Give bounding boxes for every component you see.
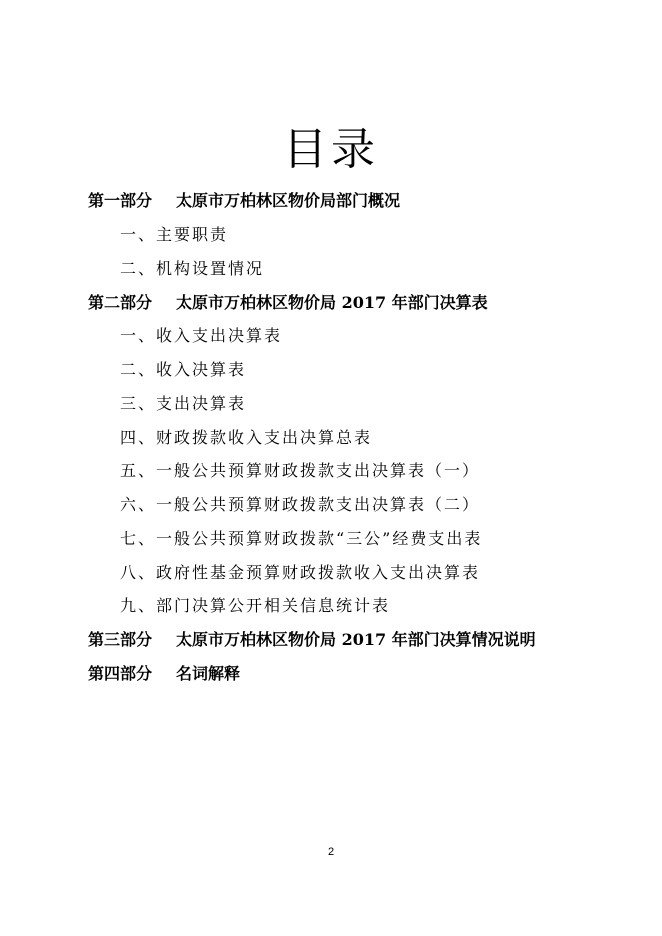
part-2-label: 第二部分 xyxy=(88,293,153,312)
part-3-heading xyxy=(88,627,536,653)
part-1-heading xyxy=(88,188,400,214)
toc-item: 二、收入决算表 xyxy=(120,360,247,379)
toc-item: 三、支出决算表 xyxy=(120,394,247,413)
toc-item: 九、部门决算公开相关信息统计表 xyxy=(120,596,391,615)
page-number: 2 xyxy=(327,846,335,858)
part-4-label: 第四部分 xyxy=(88,664,153,683)
part-1-title: 太原市万柏林区物价局部门概况 xyxy=(176,191,401,210)
toc-item: 一、收入支出决算表 xyxy=(120,326,283,345)
toc-item: 七、一般公共预算财政拨款“三公”经费支出表 xyxy=(120,529,483,548)
toc-item: 五、一般公共预算财政拨款支出决算表（一） xyxy=(120,461,481,480)
part-4-heading xyxy=(88,661,240,687)
toc-title: 目录 xyxy=(283,124,379,175)
part-3-title: 太原市万柏林区物价局 2017 年部门决算情况说明 xyxy=(176,630,536,649)
toc-item: 四、财政拨款收入支出决算总表 xyxy=(120,428,373,447)
toc-item: 一、主要职责 xyxy=(120,225,229,244)
part-3-label: 第三部分 xyxy=(88,630,153,649)
toc-item: 二、机构设置情况 xyxy=(120,259,265,278)
part-1-label: 第一部分 xyxy=(88,191,153,210)
part-4-title: 名词解释 xyxy=(176,664,241,683)
part-2-title: 太原市万柏林区物价局 2017 年部门决算表 xyxy=(176,293,488,312)
toc-item: 六、一般公共预算财政拨款支出决算表（二） xyxy=(120,495,481,514)
part-2-heading xyxy=(88,290,488,316)
toc-item: 八、政府性基金预算财政拨款收入支出决算表 xyxy=(120,563,481,582)
